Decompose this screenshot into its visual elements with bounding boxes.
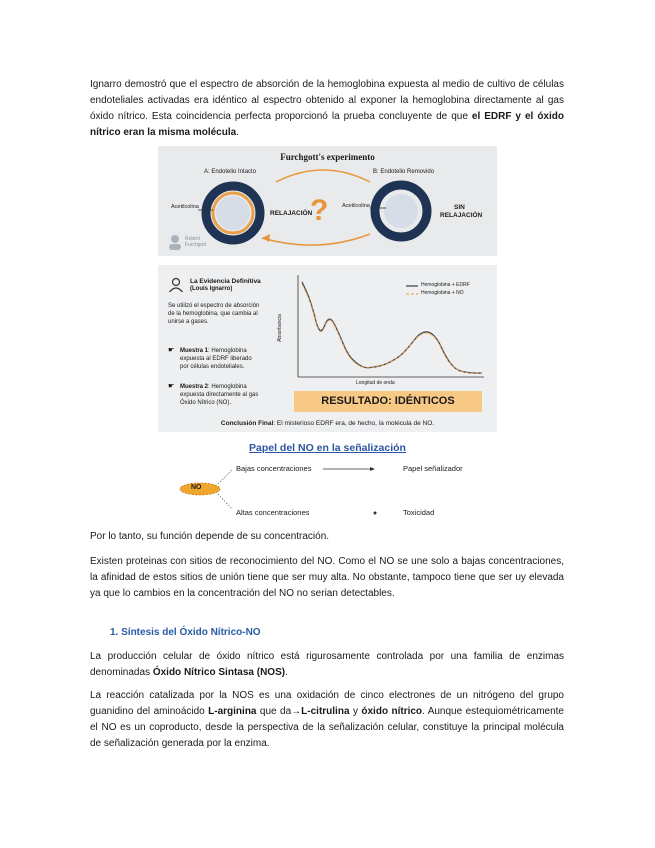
branch-down bbox=[218, 494, 232, 509]
p4-d: L-citrulina bbox=[301, 706, 350, 717]
pointer-icon: ☛ bbox=[168, 383, 175, 390]
vessel-b-lumen bbox=[384, 194, 418, 228]
desc-line: unirse a gases. bbox=[168, 319, 209, 325]
furchgott-figure bbox=[158, 146, 497, 256]
p4-f: óxido nítrico bbox=[361, 706, 423, 717]
bullet-icon bbox=[374, 512, 377, 515]
acetil-b: Acetilcolina bbox=[342, 203, 370, 209]
figure1-title: Furchgott's experimento bbox=[280, 152, 375, 162]
bajas-label: Bajas concentraciones bbox=[236, 464, 312, 473]
fig2-subtitle: (Louis Ignarro) bbox=[190, 286, 233, 292]
desc-line: de la hemoglobina, que cambia al bbox=[168, 311, 258, 317]
intro-end: . bbox=[236, 127, 239, 138]
result-box: RESULTADO: IDÉNTICOS bbox=[294, 391, 482, 412]
sin-label: SIN bbox=[454, 204, 465, 211]
y-axis-label: Absorbancia bbox=[276, 314, 283, 342]
papel-diagram bbox=[160, 461, 490, 517]
no-node: NO bbox=[191, 484, 202, 491]
after-text-2: Existen proteinas con sitios de reconocimiento del NO. Como el NO se une solo a bajas concentraciones, la afinidad de estos sitios de unión tiene que ser muy alta. No obstante, tampoco tiene que ser uy elevada ya que lo cambios en la concentración del NO no serian detectables. bbox=[90, 556, 564, 599]
arrowhead-icon bbox=[262, 234, 270, 242]
legend-edrf: Hemoglobina + EDRF bbox=[421, 282, 470, 288]
muestra1 bbox=[180, 347, 252, 371]
m1-line: por células endoteliales. bbox=[180, 364, 245, 370]
fig2-desc bbox=[168, 302, 259, 326]
papel-title: Papel del NO en la señalización bbox=[249, 442, 406, 454]
acetil-a: Acetilcolina bbox=[171, 204, 199, 210]
p3-a: La producción celular de óxido nítrico está rigurosamente controlada por una familia de enzimas denominadas bbox=[90, 651, 564, 678]
branch-up bbox=[218, 470, 232, 484]
sin-relajacion-label: RELAJACIÓN bbox=[440, 212, 483, 219]
p4-g: . Aunque estequiométricamente el NO es un coproducto, desde la perspectiva de la señalización celular, constituye la principal molécula de señalización generada por la enzima. bbox=[90, 706, 564, 749]
credit-line2: Furchgott bbox=[185, 242, 207, 248]
panel-a-label: A: Endotelio Intacto bbox=[204, 169, 257, 175]
pointer-icon: ☛ bbox=[168, 347, 175, 354]
legend-no: Hemoglobina + NO bbox=[421, 290, 464, 296]
senal-label: Papel señalizador bbox=[403, 464, 463, 473]
p3 bbox=[90, 649, 564, 681]
p4 bbox=[90, 688, 564, 752]
p3-b: Óxido Nítrico Sintasa (NOS) bbox=[152, 667, 286, 678]
series-no-line bbox=[302, 284, 482, 373]
m2-line: Óxido Nítrico (NO). bbox=[180, 400, 232, 406]
conclusion bbox=[158, 420, 497, 427]
m1-line: : Hemoglobina bbox=[208, 348, 247, 354]
conclusion-text: : El misterioso EDRF era, de hecho, la molécula de NO. bbox=[273, 420, 435, 427]
muestra2 bbox=[180, 383, 258, 407]
fig2-title: La Evidencia Definitiva bbox=[190, 278, 261, 285]
after-text-1: Por lo tanto, su función depende de su concentración. bbox=[90, 531, 330, 542]
relajacion-label: RELAJACIÓN bbox=[270, 210, 313, 217]
m1-line: expuesta al EDRF liberado bbox=[180, 356, 252, 362]
person-icon bbox=[168, 277, 184, 293]
person-body bbox=[169, 244, 181, 250]
p4-a: La reacción catalizada por la NOS es una oxidación de cinco electrones de un nitrógeno del grupo guanidino del aminoácido bbox=[90, 690, 564, 717]
p3-c: . bbox=[285, 667, 288, 678]
arc-top bbox=[276, 170, 370, 182]
credit-line1: Robert bbox=[185, 236, 201, 242]
arrow-icon bbox=[370, 467, 375, 471]
p4-c: que da→ bbox=[256, 706, 302, 717]
toxic-label: Toxicidad bbox=[403, 508, 435, 517]
altas-label: Altas concentraciones bbox=[236, 508, 310, 517]
conclusion-label: Conclusión Final bbox=[220, 420, 274, 427]
m2-line: : Hemoglobina bbox=[208, 384, 247, 390]
m1-label: Muestra 1 bbox=[180, 348, 209, 354]
p4-e: y bbox=[349, 706, 362, 717]
person-icon bbox=[171, 235, 179, 243]
m2-label: Muestra 2 bbox=[180, 384, 209, 390]
intro-text: Ignarro demostró que el espectro de absorción de la hemoglobina expuesta al medio de cultivo de células endoteliales activadas era idéntico al espectro obtenido al exponer la hemoglobina directamente al gas óxido nítrico. Esta coincidencia perfecta proporcionó la prueba concluyente de que bbox=[90, 79, 564, 122]
arc-bottom-arrow-icon bbox=[262, 234, 370, 245]
x-axis-label: Longitud de onda bbox=[356, 380, 395, 386]
spectrum-chart bbox=[288, 271, 493, 391]
m2-line: expuesta directamente al gas bbox=[180, 392, 259, 398]
p4-b: L-arginina bbox=[208, 706, 257, 717]
ignarro-figure bbox=[158, 265, 497, 432]
panel-b-label: B: Endotelio Removido bbox=[373, 169, 435, 175]
vessel-a-lumen bbox=[216, 196, 250, 230]
desc-line: Se utilizó el espectro de absorción bbox=[168, 303, 260, 309]
section-heading: 1. Síntesis del Óxido Nítrico-NO bbox=[110, 627, 261, 638]
intro-bold: el EDRF y el óxido nítrico eran la misma molécula bbox=[90, 111, 564, 138]
question-mark: ? bbox=[310, 194, 329, 227]
intro-paragraph bbox=[90, 77, 564, 141]
